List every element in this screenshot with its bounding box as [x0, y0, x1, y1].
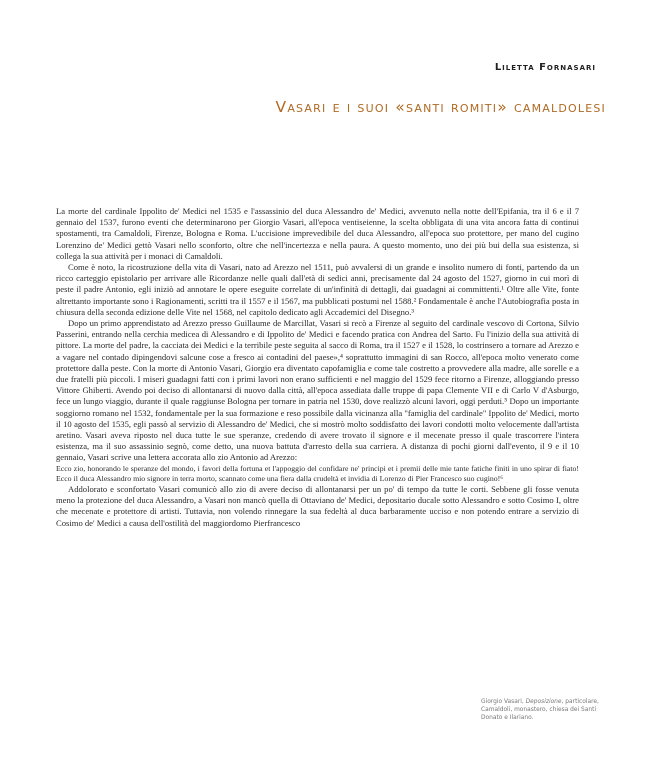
block-quote: Ecco zio, honorando le speranze del mondo, i favori della fortuna et l'appoggio del confidare ne' principi et i premii delle mie tante fatiche finiti in uno spirar di fiato! Ecco il duca Alessandro mio signore in terra morto, scannato come una fiera dalla crudeltà et invidia di Lorenzo di Pier Francesco suo cugino!⁶: [56, 463, 579, 483]
caption-suffix: , particolare, Camaldoli, monastero, chiesa dei Santi Donato e Ilariano.: [481, 699, 599, 722]
caption-title: Deposizione: [525, 699, 562, 705]
article-body: [56, 206, 579, 529]
author-name: Liletta Fornasari: [494, 62, 596, 73]
paragraph-2: Come è noto, la ricostruzione della vita di Vasari, nato ad Arezzo nel 1511, può avvalersi di un grande e insolito numero di fonti, partendo da un ricco carteggio epistolario per arrivare alle Ricordanze nelle quali dall'età di sedici anni, precisamente dal 24 agosto del 1527, giorno in cui morì di peste il padre Antonio, egli iniziò ad annotare le opere eseguite correlate di un'infinità di dettagli, dai guadagni ai committenti.¹ Oltre alle Vite, fonte altrettanto importante sono i Ragionamenti, scritti tra il 1557 e il 1567, ma pubblicati postumi nel 1588.² Fondamentale è anche l'Autobiografia posta in chiusura della seconda edizione delle Vite nel 1568, nel capitolo dedicato agli Accademici del Disegno.³: [56, 262, 579, 317]
paragraph-3: Dopo un primo apprendistato ad Arezzo presso Guillaume de Marcillat, Vasari si recò a Firenze al seguito del cardinale vescovo di Cortona, Silvio Passerini, entrando nella cerchia medicea di Alessandro e di Ippolito de' Medici e facendo pratica con Andrea del Sarto. Fu l'inizio della sua attività di pittore. La morte del padre, la cacciata dei Medici e la terribile peste seguita al sacco di Roma, tra il 1527 e il 1528, lo costrinsero a tornare ad Arezzo e a vagare nel contado dipingendovi salcune cose a fresco ai contadini del paese»,⁴ soprattutto immagini di san Rocco, all'epoca molto venerato come protettore dalla peste. Con la morte di Antonio Vasari, Giorgio era diventato capofamiglia e come tale costretto a provvedere alla madre, alle sorelle e a due fratelli più piccoli. I miseri guadagni fatti con i primi lavori non erano sufficienti e nel maggio del 1529 fece ritorno a Firenze, alloggiando presso Vittore Ghiberti. Avendo poi deciso di allontanarsi di nuovo dalla città, all'epoca assediata dalle truppe di papa Clemente VII e di Carlo V d'Asburgo, fece un lungo viaggio, durante il quale raggiunse Bologna per tornare in patria nel 1530, dove realizzò alcuni lavori, oggi perduti.⁵ Dopo un importante soggiorno romano nel 1532, fondamentale per la sua formazione e reso possibile dalla vicinanza alla "famiglia del cardinale" Ippolito de' Medici, morto il 10 agosto del 1535, egli passò al servizio di Alessandro de' Medici, che si mostrò molto soddisfatto dei lavori condotti molto velocemente dall'artista aretino. Vasari aveva riposto nel duca tutte le sue speranze, credendo di avere trovato il signore e il mecenate presso il quale trascorrere l'intera esistenza, ma il suo assassinio segnò, come detto, una nuova battuta d'arresto della sua carriera. A distanza di pochi giorni dall'evento, il 9 e il 10 gennaio, Vasari scrive una lettera accorata allo zio Antonio ad Arezzo:: [56, 318, 579, 463]
paragraph-1: La morte del cardinale Ippolito de' Medici nel 1535 e l'assassinio del duca Alessandro de' Medici, avvenuto nella notte dell'Epifania, tra il 6 e il 7 gennaio del 1537, furono eventi che determinarono per Giorgio Vasari, all'epoca ventiseienne, la scelta obbligata di una vita ancora fatta di continui spostamenti, tra Camaldoli, Firenze, Bologna e Roma. L'uccisione imprevedibile del duca Alessandro, all'epoca suo protettore, per mano del cugino Lorenzino de' Medici gettò Vasari nello sconforto, oltre che nell'incertezza e nella paura. A questo momento, uno dei più bui della sua esistenza, si collega la sua attività per i monaci di Camaldoli.: [56, 206, 579, 261]
article-title: Vasari e i suoi «santi romiti» camaldolesi: [275, 98, 606, 116]
paragraph-4: Addolorato e sconfortato Vasari comunicò allo zio di avere deciso di allontanarsi per un po' di tempo da tutte le corti. Sebbene gli fosse venuta meno la protezione del duca Alessandro, a Vasari non mancò quella di Ottaviano de' Medici, depositario ducale sotto Alessandro e sotto Cosimo I, oltre che mecenate e protettore di artisti. Tuttavia, non volendo rinnegare la sua fedeltà al duca barbaramente ucciso e non potendo entrare a servizio di Cosimo de' Medici a causa dell'ostilità del maggiordomo Pierfrancesco: [56, 484, 579, 528]
image-caption: [481, 698, 606, 723]
caption-prefix: Giorgio Vasari,: [481, 699, 526, 705]
